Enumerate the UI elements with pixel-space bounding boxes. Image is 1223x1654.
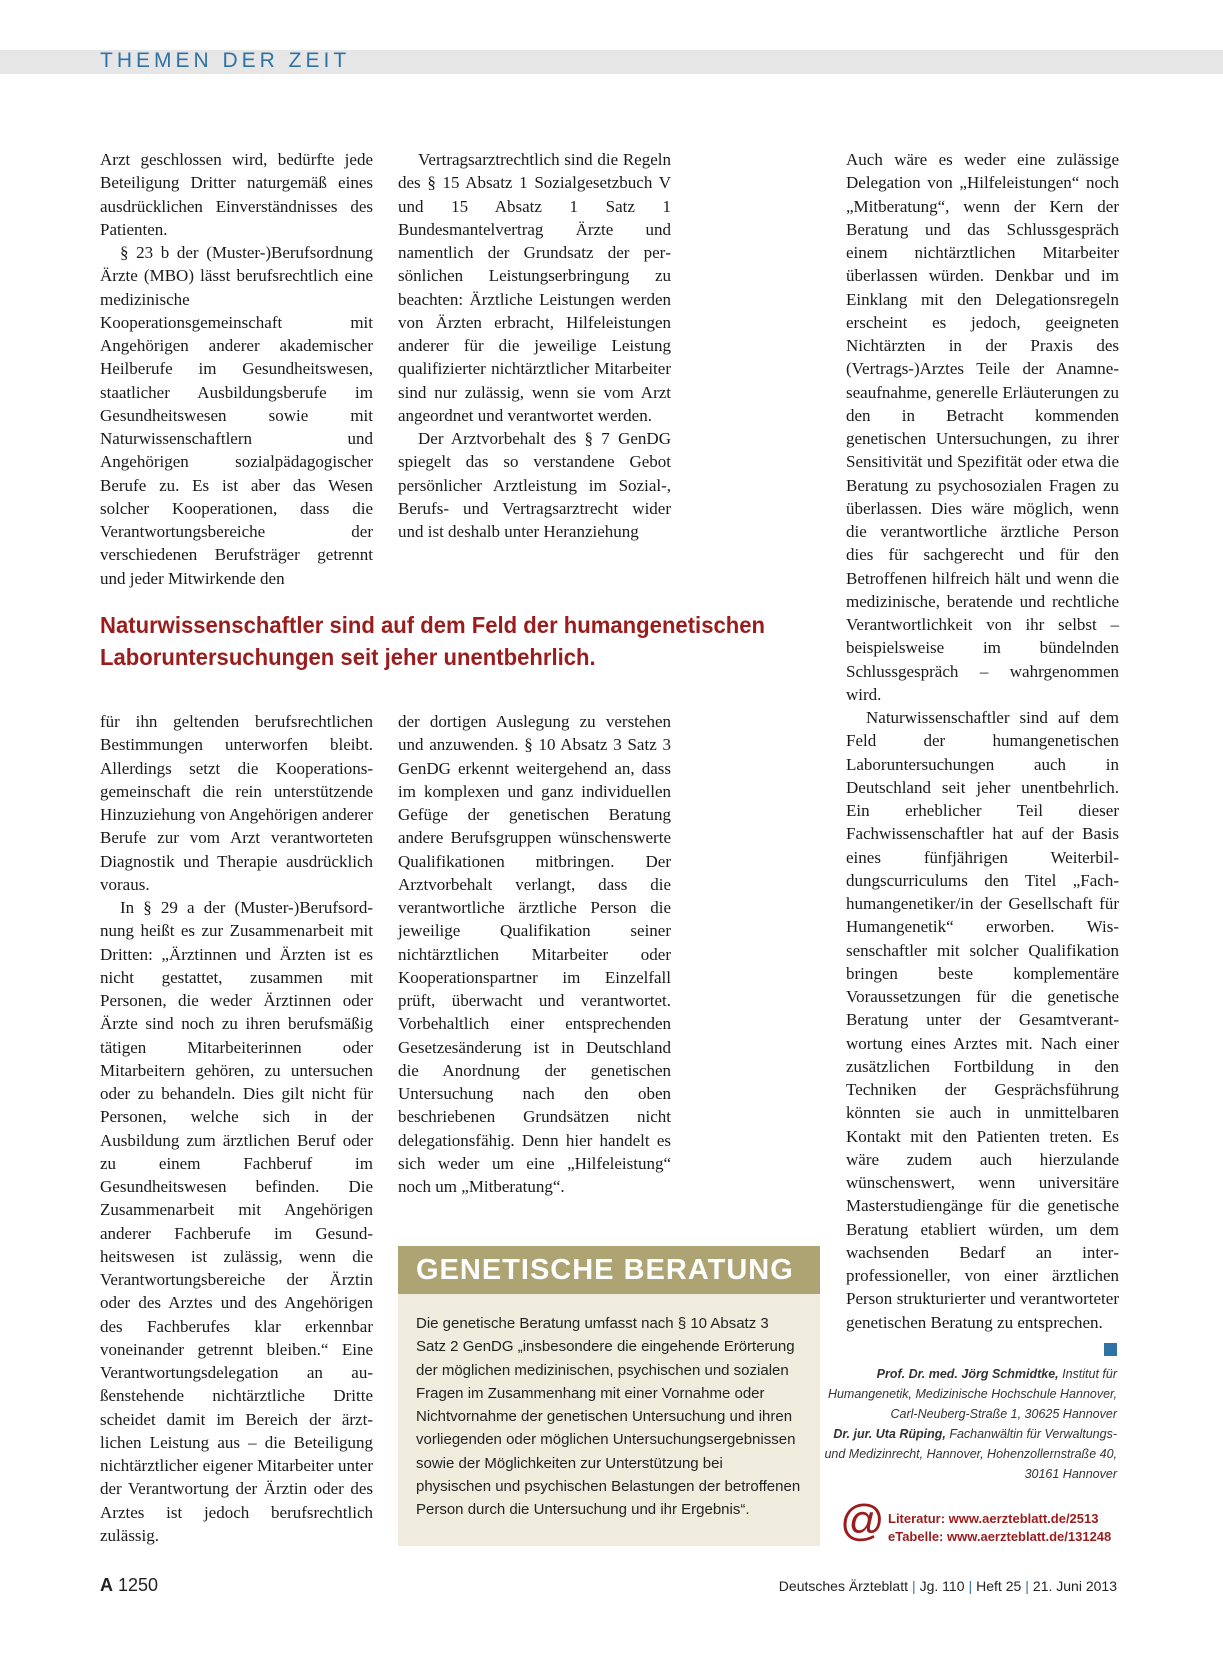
separator: | xyxy=(968,1578,973,1594)
paragraph: Der Arztvorbehalt des § 7 GenDG spiegelt das so verstandene Gebot persönlicher Arztleistung im Sozial-, Berufs- und Vertragsarztrecht wider und ist deshalb unter Heranziehung xyxy=(398,429,671,541)
article-column-5 xyxy=(398,710,671,1198)
info-box-title: GENETISCHE BERATUNG xyxy=(398,1246,820,1294)
journal-footer xyxy=(779,1578,1117,1594)
separator: | xyxy=(911,1578,916,1594)
at-sign-icon: @ xyxy=(840,1496,885,1545)
article-column-4 xyxy=(100,710,373,1547)
journal-name: Deutsches Ärzteblatt xyxy=(778,1578,908,1594)
author-name: Prof. Dr. med. Jörg Schmidtke, xyxy=(876,1367,1059,1381)
paragraph: für ihn geltenden berufsrechtlichen Bestimmungen unterworfen bleibt. Allerdings setzt die Kooperationsgemeinschaft die rein unterstützende Hinzuziehung von Angehörigen anderer Berufe zur vom Arzt verantworteten Diagnostik und Therapie ausdrücklich voraus. xyxy=(100,712,373,894)
paragraph: In § 29 a der (Muster-)Berufsordnung heißt es zur Zusammenarbeit mit Dritten: „Ärztinnen und Ärzten ist es nicht gestattet, zusammen mit Personen, die weder Ärztinnen oder Ärzte sind noch zu ihren berufsmäßig tätigen Mitarbeiterinnen oder Mitarbeitern gehören, zu untersuchen oder zu behandeln. Dies gilt nicht für Personen, welche sich in der Ausbildung zum ärztlichen Beruf oder zu einem Fachberuf im Gesundheitswesen befinden. Die Zusammenarbeit mit Angehörigen anderer Fachberufe im Gesundheitswesen ist zulässig, wenn die Verantwortungsbereiche der Ärztin oder des Arztes und des Angehörigen des Fachberufes klar erkennbar voneinander getrennt bleiben.“ Eine Verantwortungsdelegation an außenstehende nichtärztliche Dritte scheidet damit im Bereich der ärztlichen Leistung aus – die Beteiligung nichtärztlicher eigener Mitarbeiter unter der Verantwortung der Ärztin oder des Arztes ist jedoch berufsrechtlich zulässig. xyxy=(100,898,373,1545)
author-affiliation: Fachanwältin für Verwaltungs- und Medizinrecht, Hannover, Hohenzollernstraße 40, 30161 Hannover xyxy=(824,1427,1117,1481)
article-column-3 xyxy=(846,148,1119,1334)
journal-volume: Jg. 110 xyxy=(919,1578,965,1594)
paragraph: Vertragsarztrechtlich sind die Regeln des § 15 Absatz 1 Sozialgesetzbuch V und 15 Absatz 1 Satz 1 Bundesmantelvertrag Ärzte und namentlich der Grundsatz der persönlichen Leistungserbringung zu beachten: Ärztliche Leistungen werden von Ärzten erbracht, Hilfeleistungen anderer für die jeweilige Leistung qualifizierter nichtärztlicher Mitarbeiter sind nur zulässig, wenn sie vom Arzt angeordnet und verantwortet werden. xyxy=(398,150,671,425)
info-box xyxy=(398,1246,820,1546)
paragraph: Naturwissenschaftler sind auf dem Feld der humangenetischen Laboruntersuchungen auch in Deutschland seit jeher unentbehrlich. Ein erheblicher Teil dieser Fachwissenschaftler hat auf der Basis eines fünfjährigen Weiterbildungscurriculums den Titel „Fachhumangenetiker/in der Gesellschaft für Humangenetik“ erworben. Wissenschaftler mit solcher Qualifikation bringen beste komplementäre Voraussetzungen für die genetische Beratung unter der Gesamtverantwortung eines Arztes mit. Nach einer zusätzlichen Fortbildung in den Techniken der Gesprächsführung könnten sie auch in unmittelbaren Kontakt mit den Patienten treten. Es wäre zudem auch hierzulande wünschenswert, wenn universitäre Masterstudiengänge für die genetische Beratung etabliert würden, um dem wachsenden Bedarf an interprofessioneller, von einer ärztlichen Person strukturierter und verantworteter genetischen Beratung zu entsprechen. xyxy=(846,708,1119,1332)
pull-quote: Naturwissenschaftler sind auf dem Feld der humangenetischen Laboruntersuchungen seit jeher unentbehrlich. xyxy=(100,612,766,670)
page-prefix: A xyxy=(100,1575,113,1595)
paragraph: Arzt geschlossen wird, bedürfte jede Beteiligung Dritter naturgemäß eines ausdrücklichen Einverständnisses des Patienten. xyxy=(100,150,373,239)
paragraph: der dortigen Auslegung zu verstehen und anzuwenden. § 10 Absatz 3 Satz 3 GenDG erkennt weitergehend an, dass im komplexen und ganz individuellen Gefüge der genetischen Beratung andere Berufsgruppen wünschenswerte Qualifikationen mitbringen. Der Arztvorbehalt verlangt, dass die verantwortliche ärztliche Person die jeweilige Qualifikation seiner nichtärztlichen Mitarbeiter oder Kooperationspartner im Einzelfall prüft, überwacht und verantwortet. Vorbehaltlich einer entsprechenden Gesetzesänderung ist in Deutschland die Anordnung der genetischen Untersuchung nach den oben beschriebenen Grundsätzen nicht delegationsfähig. Denn hier handelt es sich weder um eine „Hilfeleistung“ noch um „Mitberatung“. xyxy=(398,712,671,1196)
author-name: Dr. jur. Uta Rüping, xyxy=(833,1427,946,1441)
web-links xyxy=(888,1510,1111,1546)
section-title: THEMEN DER ZEIT xyxy=(100,49,351,72)
separator: | xyxy=(1025,1578,1029,1594)
article-column-1 xyxy=(100,148,373,590)
paragraph: Auch wäre es weder eine zulässige Delegation von „Hilfeleistungen“ noch „Mitberatung“, wenn der Kern der Beratung und das Schlussgespräch einem nichtärztlichen Mitarbeiter überlassen würden. Denkbar und im Einklang mit den Delegationsregeln erscheint es jedoch, geeigneten Nichtärzten in der Praxis des (Vertrags-)Arztes Teile der Anamneseaufnahme, generelle Erläuterungen zu den in Betracht kommenden genetischen Untersuchungen, zu ihrer Sensitivität und Spezifität oder etwa die Beratung zu psychosozialen Fragen zu überlassen. Dies wäre möglich, wenn die verantwortliche ärztliche Person dies für sachgerecht und für den Betroffenen hilfreich hält und wenn die medizinische, beratende und rechtliche Verantwortlichkeit von ihr selbst – beispielsweise im bündelnden Schlussgespräch – wahrgenommen wird. xyxy=(846,150,1119,704)
page-number xyxy=(100,1575,158,1596)
journal-date: 21. Juni 2013 xyxy=(1032,1578,1117,1594)
etable-link[interactable]: eTabelle: www.aerzteblatt.de/131248 xyxy=(888,1529,1112,1544)
article-column-2 xyxy=(398,148,671,543)
author-affiliation: Institut für Humangenetik, Medizinische Hochschule Hannover, Carl-Neuberg-Straße 1, 30625 Hannover xyxy=(827,1367,1117,1421)
journal-issue: Heft 25 xyxy=(976,1578,1022,1594)
info-box-body: Die genetische Beratung umfasst nach § 10 Absatz 3 Satz 2 GenDG „insbesondere die eingehende Erörterung der möglichen medizinischen, psychischen und sozialen Fragen im Zusammenhang mit einer Vornahme oder Nichtvornahme der genetischen Untersuchung und ihren vorliegenden oder möglichen Untersuchungsergebnissen sowie der Möglichkeiten zur Unterstützung bei physischen und psychischen Belastungen der betroffenen Person durch die Untersuchung und ihr Ergebnis“. xyxy=(416,1315,801,1518)
author-credits xyxy=(820,1364,1117,1484)
paragraph: § 23 b der (Muster-)Berufsordnung Ärzte (MBO) lässt berufsrechtlich eine medizinische Kooperationsgemeinschaft mit Angehörigen anderer akademischer Heilberufe im Gesundheitswesen, staatlicher Ausbildungsberufe im Gesundheitswesen sowie mit Naturwissenschaftlern und Angehörigen sozialpädagogischer Berufe zu. Es ist aber das Wesen solcher Kooperationen, dass die Verantwortungsbereiche der verschiedenen Berufsträger getrennt und jeder Mitwirkende den xyxy=(100,243,373,588)
page-number-value: 1250 xyxy=(113,1575,159,1595)
end-square-icon xyxy=(1104,1343,1117,1356)
literature-link[interactable]: Literatur: www.aerzteblatt.de/2513 xyxy=(888,1511,1099,1526)
